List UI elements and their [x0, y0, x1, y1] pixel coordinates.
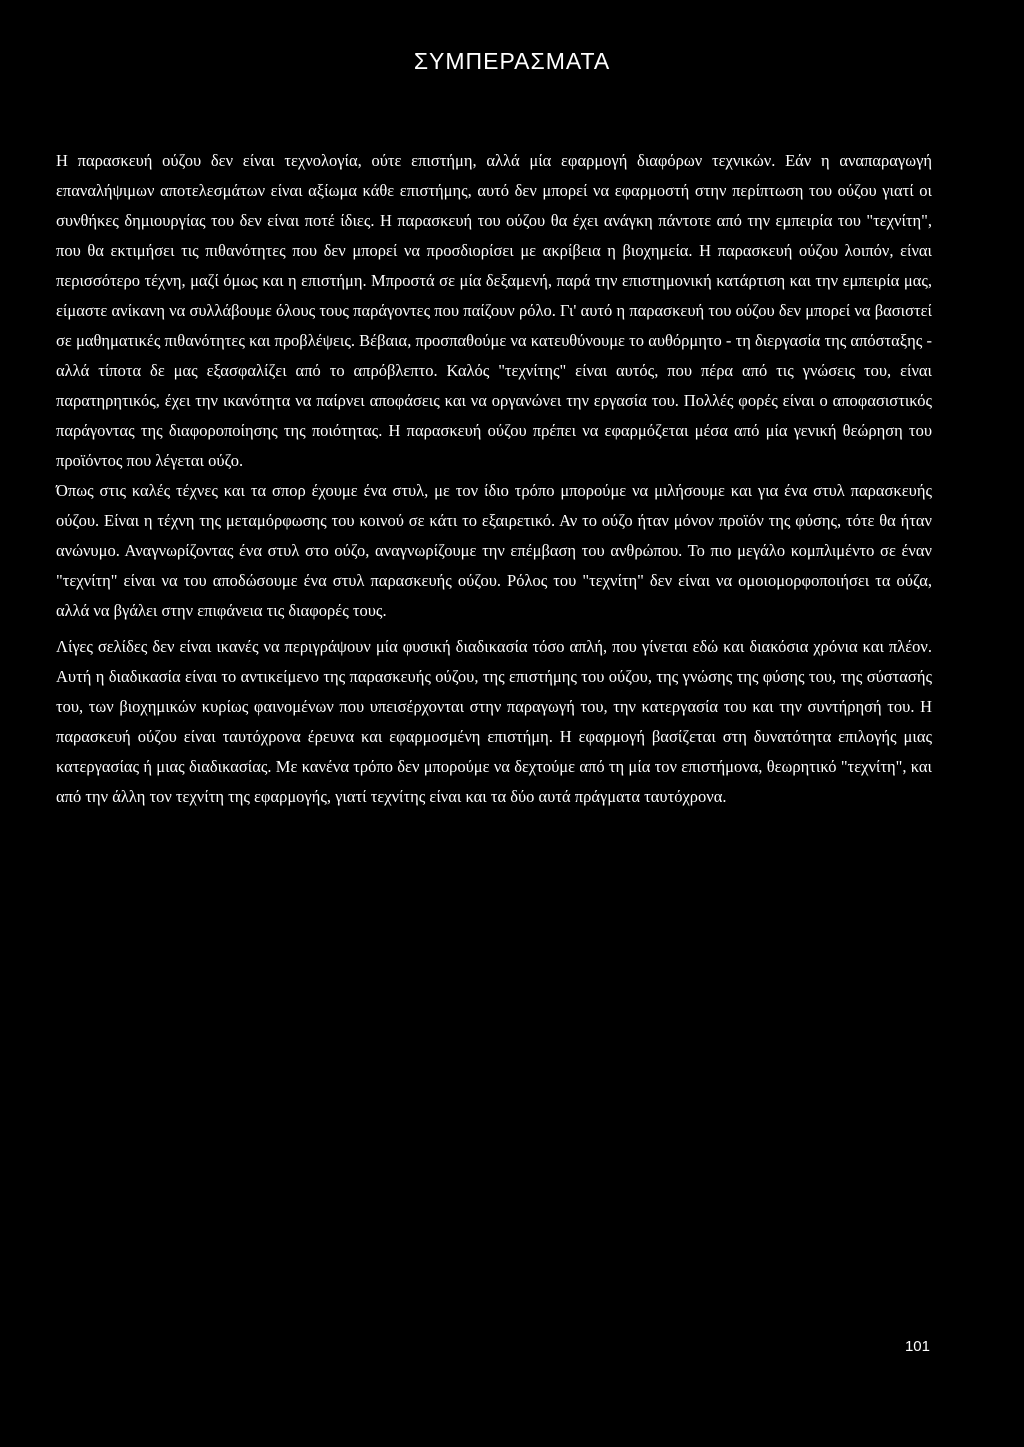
page-number: 101 — [904, 1338, 930, 1355]
paragraph-2: Όπως στις καλές τέχνες και τα σπορ έχουμε ένα στυλ, με τον ίδιο τρόπο μπορούμε να μιλήσουμε και για ένα στυλ παρασκευής ούζου. Είναι η τέχνη της μεταμόρφωσης του κοινού σε κάτι το εξαιρετικό. Αν το ούζο ήταν μόνον προϊόν της φύσης, τότε θα ήταν ανώνυμο. Αναγνωρίζοντας ένα στυλ στο ούζο, αναγνωρίζουμε την επέμβαση του ανθρώπου. Το πιο μεγάλο κομπλιμέντο σε έναν "τεχνίτη" είναι να του αποδώσουμε ένα στυλ παρασκευής ούζου. Ρόλος του "τεχνίτη" δεν είναι να ομοιομορφοποιήσει τα ούζα, αλλά να βγάλει στην επιφάνεια τις διαφορές τους. — [56, 481, 932, 620]
body-text — [56, 146, 932, 812]
page-title: ΣΥΜΠΕΡΑΣΜΑΤΑ — [413, 48, 611, 74]
paragraph-1: Η παρασκευή ούζου δεν είναι τεχνολογία, ούτε επιστήμη, αλλά μία εφαρμογή διαφόρων τεχνικών. Εάν η αναπαραγωγή επαναλήψιμων αποτελεσμάτων είναι αξίωμα κάθε επιστήμης, αυτό δεν μπορεί να εφαρμοστή στην περίπτωση του ούζου γιατί οι συνθήκες δημιουργίας του δεν είναι ποτέ ίδιες. Η παρασκευή του ούζου θα έχει ανάγκη πάντοτε από την εμπειρία του "τεχνίτη", που θα εκτιμήσει τις πιθανότητες που δεν μπορεί να προσδιορίσει με ακρίβεια η βιοχημεία. Η παρασκευή ούζου λοιπόν, είναι περισσότερο τέχνη, μαζί όμως και η επιστήμη. Μπροστά σε μία δεξαμενή, παρά την επιστημονική κατάρτιση και την εμπειρία μας, είμαστε ανίκανη να συλλάβουμε όλους τους παράγοντες που παίζουν ρόλο. Γι' αυτό η παρασκευή του ούζου δεν μπορεί να βασιστεί σε μαθηματικές πιθανότητες και προβλέψεις. Βέβαια, προσπαθούμε να κατευθύνουμε το αυθόρμητο - τη διεργασία της απόσταξης - αλλά τίποτα δε μας εξασφαλίζει από το απρόβλεπτο. Καλός "τεχνίτης" είναι αυτός, που πέρα από τις γνώσεις του, είναι παρατηρητικός, έχει την ικανότητα να παίρνει αποφάσεις και να οργανώνει την εργασία του. Πολλές φορές είναι ο αποφασιστικός παράγοντας της διαφοροποίησης της ποιότητας. Η παρασκευή ούζου πρέπει να εφαρμόζεται μέσα από μία γενική θεώρηση του προϊόντος που λέγεται ούζο. — [56, 151, 932, 470]
paragraph-3: Λίγες σελίδες δεν είναι ικανές να περιγράψουν μία φυσική διαδικασία τόσο απλή, που γίνεται εδώ και διακόσια χρόνια και πλέον. Αυτή η διαδικασία είναι το αντικείμενο της παρασκευής ούζου, της επιστήμης του ούζου, της γνώσης της φύσης του, της σύστασής του, των βιοχημικών κυρίως φαινομένων που υπεισέρχονται στην παραγωγή του, την κατεργασία του και την συντήρησή του. Η παρασκευή ούζου είναι ταυτόχρονα έρευνα και εφαρμοσμένη επιστήμη. Η εφαρμογή βασίζεται στη δυνατότητα επιλογής μιας κατεργασίας ή μιας διαδικασίας. Με κανένα τρόπο δεν μπορούμε να δεχτούμε από τη μία τον επιστήμονα, θεωρητικό "τεχνίτη", και από την άλλη τον τεχνίτη της εφαρμογής, γιατί τεχνίτης είναι και τα δύο αυτά πράγματα ταυτόχρονα. — [56, 637, 932, 806]
